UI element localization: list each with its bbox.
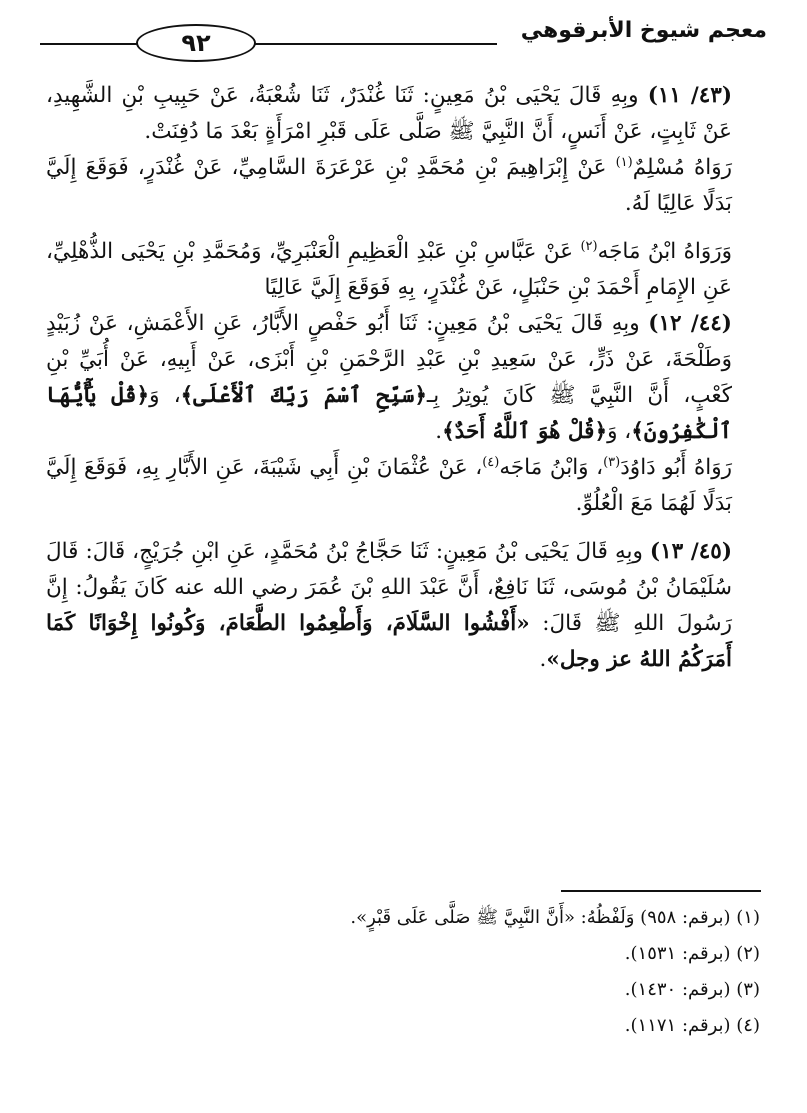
hadith-entry-43 [46,78,732,150]
takhrij-text: رَوَاهُ مُسْلِمٌ [632,155,732,180]
main-text [46,78,760,888]
running-header [40,14,767,62]
takhrij-text: رَوَاهُ أَبُو دَاوُدَ [620,455,732,480]
separator-text: ، وَ [149,383,181,408]
footnotes [46,900,760,1044]
page-number: ٩٢ [136,24,256,62]
footnote-ref[interactable]: (٤) [482,454,500,470]
hadith-entry-45 [46,534,732,678]
footnote-1: (١) (برقم: ٩٥٨) وَلَفْظُهُ: «أَنَّ النَّبِيَّ ﷺ صَلَّى عَلَى قَبْرٍ». [350,907,760,928]
header-rule [40,43,497,45]
takhrij-text: ، عَنْ عُثْمَانَ بْنِ أَبِي شَيْبَةَ، عَنِ الأَبَّارِ بِهِ، فَوَقَعَ إِلَيَّ بَدَلًا لَهُمَا مَعَ الْعُلُوِّ. [46,455,732,516]
footnotes-separator [561,890,761,892]
hadith-text: وبِهِ قَالَ يَحْيَى بْنُ مَعِينٍ: ثَنَا حَجَّاجُ بْنُ مُحَمَّدٍ، عَنِ ابْنِ جُرَيْجٍ، قَالَ: قَالَ سُلَيْمَانُ بْنُ مُوسَى، ثَنَا نَافِعٌ، أَنَّ عَبْدَ اللهِ بْنَ عُمَرَ رضي الله عنه كَانَ يَقُولُ: إِنَّ رَسُولَ اللهِ ﷺ قَالَ: [46,539,732,636]
takhrij-text: عَنْ إِبْرَاهِيمَ بْنِ مُحَمَّدِ بْنِ عَرْعَرَةَ السَّامِيِّ، عَنْ غُنْدَرٍ، فَوَقَعَ إِلَيَّ بَدَلًا عَالِيًا لَهُ. [46,155,732,216]
takhrij-paragraph [46,234,732,306]
hadith-number: (٤٤/ ١٢) [648,311,732,336]
hadith-number: (٤٥/ ١٣) [649,539,732,564]
end-mark: . [539,647,547,672]
hadith-text: وبِهِ قَالَ يَحْيَى بْنُ مَعِينٍ: ثَنَا غُنْدَرٌ، ثَنَا شُعْبَةُ، عَنْ حَبِيبِ بْنِ الشَّهِيدِ، عَنْ ثَابِتٍ، عَنْ أَنَسٍ، أَنَّ النَّبِيَّ ﷺ صَلَّى عَلَى قَبْرِ امْرَأَةٍ بَعْدَ مَا دُفِنَتْ. [46,83,732,144]
hadith-matn: «أَفْشُوا السَّلَامَ، وَأَطْعِمُوا الطَّعَامَ، وَكُونُوا إِخْوَانًا كَمَا أَمَرَكُمُ اللهُ عز وجل» [46,611,732,672]
takhrij-paragraph [46,450,732,522]
footnote-ref[interactable]: (٣) [603,454,621,470]
hadith-number: (٤٣/ ١١) [647,83,732,108]
quran-citation: ﴿سَبِّحِ ٱسْمَ رَبِّكَ ٱلْأَعْلَى﴾ [180,383,427,408]
takhrij-text: ، وَابْنُ مَاجَه [499,455,604,480]
separator-text: ، وَ [607,419,632,444]
takhrij-text: وَرَوَاهُ ابْنُ مَاجَه [597,239,733,264]
end-mark: . [435,419,443,444]
book-title: معجم شيوخ الأبرقوهي [520,18,767,43]
quran-citation: ﴿قُلْ هُوَ ٱللَّهُ أَحَدٌ﴾ [442,419,608,444]
footnote-2: (٢) (برقم: ١٥٣١). [624,943,760,964]
takhrij-paragraph [46,150,732,222]
hadith-text: وبِهِ قَالَ يَحْيَى بْنُ مَعِينٍ: ثَنَا أَبُو حَفْصٍ الأَبَّارُ، عَنِ الأَعْمَشِ، عَنْ زُبَيْدٍ وَطَلْحَةَ، عَنْ ذَرٍّ، عَنْ سَعِيدِ بْنِ عَبْدِ الرَّحْمَنِ بْنِ أَبْزَى، عَنْ أَبِيهِ، عَنْ أُبَيِّ بْنِ كَعْبٍ، أَنَّ النَّبِيَّ ﷺ كَانَ يُوتِرُ بِـ [46,311,732,408]
hadith-entry-44 [46,306,732,450]
takhrij-text: عَنْ عَبَّاسِ بْنِ عَبْدِ الْعَظِيمِ الْعَنْبَرِيِّ، وَمُحَمَّدِ بْنِ يَحْيَى الذُّهْلِيِّ، عَنِ الإِمَامِ أَحْمَدَ بْنِ حَنْبَلٍ، عَنْ غُنْدَرٍ، بِهِ فَوَقَعَ إِلَيَّ عَالِيًا [46,239,732,300]
footnote-ref[interactable]: (١) [615,154,633,170]
footnote-3: (٣) (برقم: ١٤٣٠). [624,979,760,1000]
footnote-4: (٤) (برقم: ١١٧١). [624,1015,760,1036]
quran-citation: ﴿قُلْ يَٰٓأَيُّهَا ٱلْكَٰفِرُونَ﴾ [46,383,732,444]
footnote-ref[interactable]: (٢) [580,238,598,254]
